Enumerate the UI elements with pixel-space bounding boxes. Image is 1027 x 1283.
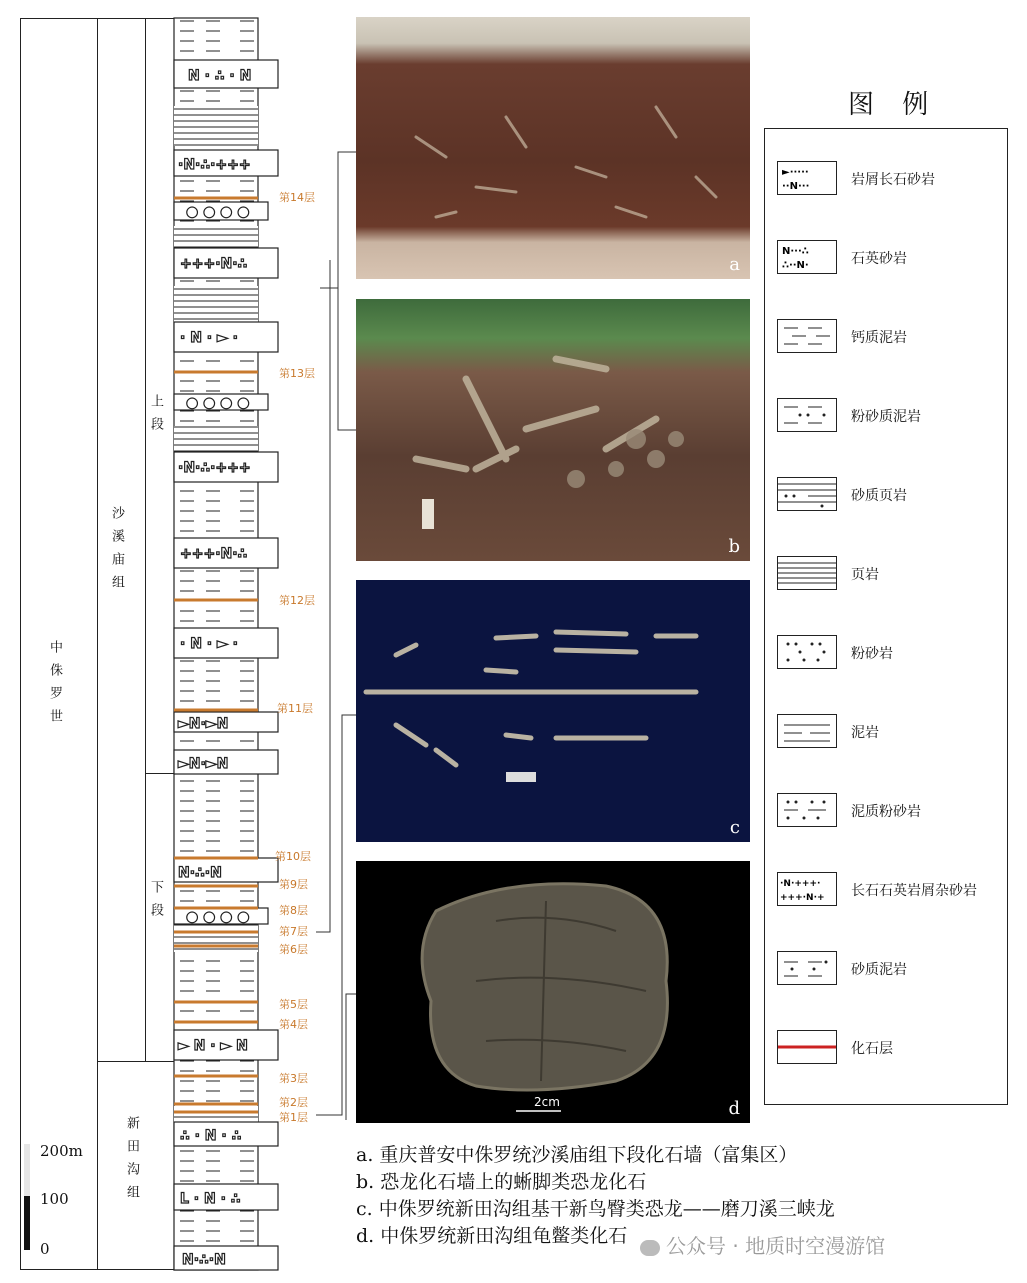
legend-label: 泥岩 [851, 725, 879, 741]
silty-mudstone-icon [777, 398, 837, 432]
legend-item-sandy-mudstone [777, 951, 997, 991]
svg-text:·N·∴·+++: ·N·∴·+++ [178, 157, 251, 173]
layer-label-11: 第11层 [277, 702, 313, 715]
photo-d-turtle-shell [356, 861, 750, 1123]
svg-text:►N·►N: ►N·►N [178, 716, 229, 732]
shale-icon [777, 556, 837, 590]
caption-b: b. 恐龙化石墙上的蜥脚类恐龙化石 [356, 1171, 647, 1193]
scale-bar [22, 1142, 34, 1252]
layer-label-3: 第3层 [279, 1072, 308, 1085]
svg-text:►N·►N: ►N·►N [178, 756, 229, 772]
svg-text:·N·+++·: ·N·+++· [780, 879, 821, 889]
layer-label-8: 第8层 [279, 904, 308, 917]
layer-label-4: 第4层 [279, 1018, 308, 1031]
legend-item-siltstone [777, 635, 997, 675]
argillaceous-siltstone-icon [777, 793, 837, 827]
connector-lines [270, 140, 360, 1130]
svg-text:L · N · ∴: L · N · ∴ [180, 1191, 241, 1207]
legend-label: 粉砂质泥岩 [851, 409, 921, 425]
lithic-arkose-icon [777, 161, 837, 195]
formation-upper-label: 沙溪庙组 [109, 506, 124, 598]
legend-label: 砂质泥岩 [851, 962, 907, 978]
photo-b-letter: b [728, 536, 740, 557]
svg-text:∴ · N · ∴: ∴ · N · ∴ [180, 1128, 242, 1144]
wechat-icon [640, 1240, 660, 1256]
svg-text:+++·N·+: +++·N·+ [780, 893, 825, 903]
svg-text:► N · ► N: ► N · ► N [178, 1038, 248, 1054]
layer-label-1: 第1层 [279, 1111, 308, 1124]
legend-box [764, 128, 1008, 1105]
siltstone-icon [777, 635, 837, 669]
svg-text:N · ∴ · N: N · ∴ · N [188, 68, 252, 84]
legend-label: 石英砂岩 [851, 251, 907, 267]
watermark-text: 公众号 · 地质时空漫游馆 [666, 1234, 886, 1258]
caption-a: a. 重庆普安中侏罗统沙溪庙组下段化石墙（富集区） [356, 1144, 798, 1166]
legend-item-greywacke [777, 872, 997, 912]
svg-text:►·····: ►····· [782, 167, 809, 178]
lithology-column [172, 16, 282, 1272]
member-upper-label: 上段 [148, 394, 163, 440]
photo-c-letter: c [729, 817, 740, 838]
legend-item-shale [777, 556, 997, 596]
epoch-label: 中侏罗世 [47, 640, 62, 732]
photo-c-ornithischian-skeleton [356, 580, 750, 842]
legend-title: 图 例 [848, 90, 939, 120]
legend-item-sandy-shale [777, 477, 997, 517]
legend-label: 页岩 [851, 567, 879, 583]
layer-label-13: 第13层 [279, 367, 315, 380]
legend-label: 砂质页岩 [851, 488, 907, 504]
legend-item-argillaceous-siltstone [777, 793, 997, 833]
layer-label-14: 第14层 [279, 191, 315, 204]
svg-text:N·∴·N: N·∴·N [178, 865, 222, 881]
svg-text:+++·N·∴: +++·N·∴ [180, 546, 248, 562]
legend-label: 长石石英岩屑杂砂岩 [851, 883, 977, 899]
legend-item-lithic-arkose [777, 161, 997, 201]
legend-label: 化石层 [851, 1041, 893, 1057]
member-lower-label: 下段 [148, 880, 163, 926]
layer-label-2: 第2层 [279, 1096, 308, 1109]
svg-text:N···∴: N···∴ [782, 246, 809, 257]
svg-text:● ● ● ●: ● ● ● ● [186, 204, 250, 220]
photo-a-fossil-wall [356, 17, 750, 279]
layer-label-10: 第10层 [275, 850, 311, 863]
mudstone-icon [777, 714, 837, 748]
formation-lower-label: 新田沟组 [124, 1116, 139, 1208]
photo-a-letter: a [729, 254, 740, 275]
watermark [640, 1230, 885, 1259]
legend-label: 粉砂岩 [851, 646, 893, 662]
svg-text:· N · ► ·: · N · ► · [180, 636, 238, 652]
legend-item-silty-mudstone [777, 398, 997, 438]
photo-b-sauropod-fossils [356, 299, 750, 561]
legend-label: 泥质粉砂岩 [851, 804, 921, 820]
svg-text:∴··N·: ∴··N· [782, 260, 809, 271]
legend-label: 岩屑长石砂岩 [851, 172, 935, 188]
legend-item-fossil-layer [777, 1030, 997, 1070]
photo-d-scale-label: 2cm [534, 1095, 560, 1109]
layer-label-6: 第6层 [279, 943, 308, 956]
svg-text:· N · ► ·: · N · ► · [180, 330, 238, 346]
quartz-sandstone-icon [777, 240, 837, 274]
layer-label-7: 第7层 [279, 925, 308, 938]
caption-d: d. 中侏罗统新田沟组龟鳖类化石 [356, 1225, 628, 1247]
sandy-mudstone-icon [777, 951, 837, 985]
fossil-layer-icon [777, 1030, 837, 1064]
svg-text:N·∴·N: N·∴·N [182, 1252, 226, 1268]
legend-item-quartz-sandstone [777, 240, 997, 280]
legend-label: 钙质泥岩 [851, 330, 907, 346]
greywacke-icon [777, 872, 837, 906]
photo-d-letter: d [728, 1098, 740, 1119]
svg-text:+++·N·∴: +++·N·∴ [180, 256, 248, 272]
layer-label-9: 第9层 [279, 878, 308, 891]
svg-text:● ● ● ●: ● ● ● ● [186, 395, 250, 411]
legend-item-mudstone [777, 714, 997, 754]
svg-text:··N···: ··N··· [782, 181, 810, 192]
scale-mid: 100 [40, 1190, 69, 1208]
sandy-shale-icon [777, 477, 837, 511]
caption-c: c. 中侏罗统新田沟组基干新鸟臀类恐龙——磨刀溪三峡龙 [356, 1198, 835, 1220]
svg-text:·N·∴·+++: ·N·∴·+++ [178, 460, 251, 476]
scale-bottom: 0 [40, 1240, 50, 1258]
scale-top: 200m [40, 1142, 83, 1160]
layer-label-12: 第12层 [279, 594, 315, 607]
calcareous-mudstone-icon [777, 319, 837, 353]
layer-label-5: 第5层 [279, 998, 308, 1011]
svg-text:● ● ● ●: ● ● ● ● [186, 909, 250, 925]
legend-item-calcareous-mudstone [777, 319, 997, 359]
